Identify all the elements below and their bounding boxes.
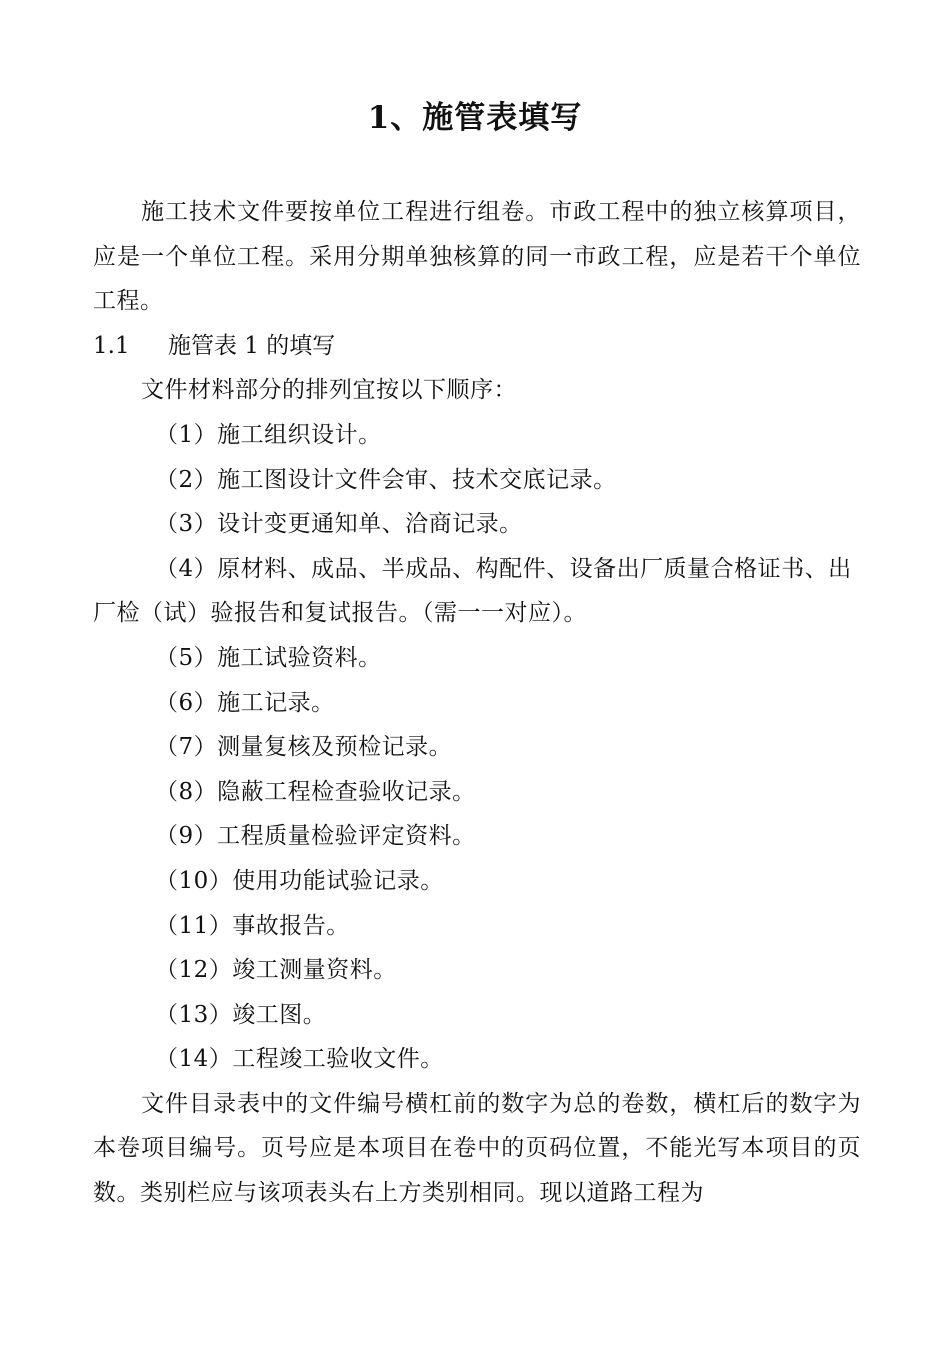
list-intro: 文件材料部分的排列宜按以下顺序： bbox=[141, 377, 517, 404]
list-item: （11）事故报告。 bbox=[155, 912, 350, 939]
document-body bbox=[93, 190, 861, 1216]
section-heading bbox=[93, 324, 861, 369]
list-item: （7）测量复核及预检记录。 bbox=[155, 734, 453, 761]
list-item: （12）竣工测量资料。 bbox=[155, 957, 397, 984]
list-item: （14）工程竣工验收文件。 bbox=[155, 1046, 444, 1073]
list-item: （5）施工试验资料。 bbox=[155, 644, 382, 671]
list-item: （2）施工图设计文件会审、技术交底记录。 bbox=[155, 466, 617, 493]
list-item: （3）设计变更通知单、洽商记录。 bbox=[155, 511, 523, 538]
closing-paragraph: 文件目录表中的文件编号横杠前的数字为总的卷数，横杠后的数字为本卷项目编号。页号应是本项目在卷中的页码位置，不能光写本项目的页数。类别栏应与该项表头右上方类别相同。现以道路工程为 bbox=[93, 1090, 861, 1207]
intro-paragraph: 施工技术文件要按单位工程进行组卷。市政工程中的独立核算项目，应是一个单位工程。采用分期单独核算的同一市政工程，应是若干个单位工程。 bbox=[93, 199, 861, 315]
list-item: （1）施工组织设计。 bbox=[155, 421, 382, 448]
page-title: 1、施管表填写 bbox=[367, 100, 583, 136]
list-item: （4）原材料、成品、半成品、构配件、设备出厂质量合格证书、出厂检（试）验报告和复试报告。（需一一对应）。 bbox=[93, 555, 852, 627]
list-item: （6）施工记录。 bbox=[155, 689, 335, 716]
document-order-list bbox=[93, 413, 861, 1082]
list-item: （13）竣工图。 bbox=[155, 1001, 327, 1028]
list-item: （9）工程质量检验评定资料。 bbox=[155, 823, 476, 850]
list-item: （10）使用功能试验记录。 bbox=[155, 867, 444, 894]
section-heading-text: 施管表 1 的填写 bbox=[168, 332, 336, 359]
list-item: （8）隐蔽工程检查验收记录。 bbox=[155, 778, 476, 805]
section-number: 1.1 bbox=[93, 332, 130, 359]
